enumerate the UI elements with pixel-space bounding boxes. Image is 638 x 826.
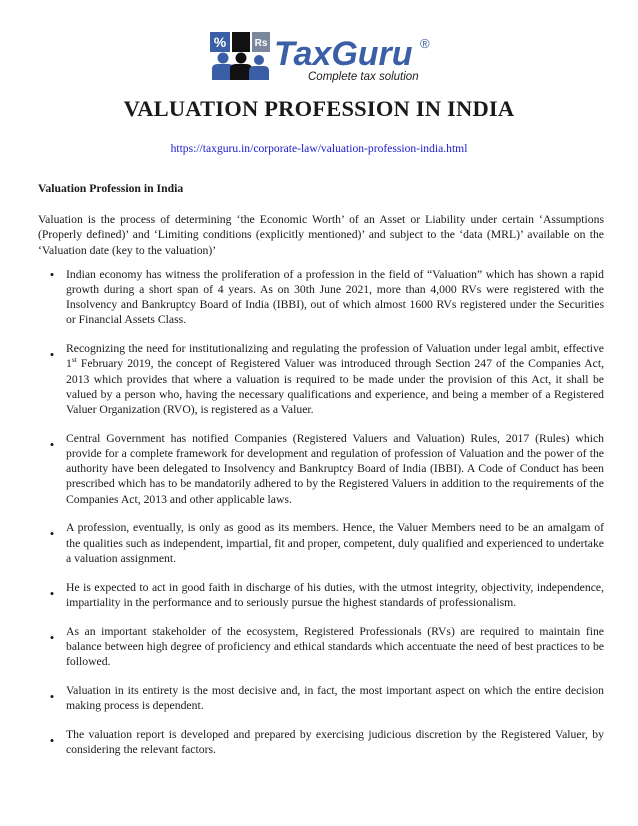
bullet-icon: • <box>49 526 55 542</box>
list-item-text: Central Government has notified Companies (Registered Valuers and Valuation) Rules, 2017 (Rules) which provide for a complete framework for development and regulation of profession of Valuation and the power of the authority have been delegated to Insolvency and Bankruptcy Board of India (IBBI). A Code of Conduct has been prescribed which has to be mandatorily adhered to by the Registered Valuers in addition to the requirements of the Companies Act, 2013 and other applicable laws. <box>66 431 604 506</box>
page-title: VALUATION PROFESSION IN INDIA <box>123 96 515 121</box>
list-item-text-before: Recognizing the need for institutionalizing and regulating the profession of Valuation under legal ambit, effective 1 <box>66 342 604 371</box>
badge-percent: % <box>213 34 227 50</box>
bullet-icon: • <box>49 585 55 601</box>
list-item <box>38 683 604 713</box>
list-item-text: Valuation in its entirety is the most decisive and, in fact, the most important aspect on which the entire decision making process is dependent. <box>66 683 604 713</box>
bullet-icon: • <box>49 266 55 282</box>
list-item-text: Indian economy has witness the proliferation of a profession in the field of “Valuation” which has shown a rapid growth during a short span of 4 years. As on 30th June 2021, more than 4,000 RVs were registered with the Insolvency and Bankruptcy Board of India (IBBI), out of which almost 1600 RVs registered under the Securities or Financial Assets Class. <box>66 267 604 327</box>
list-item-text: A profession, eventually, is only as good as its members. Hence, the Valuer Members need to be an amalgam of the qualities such as independent, impartial, fit and proper, competent, duly qualified and experienced to undertake a valuation assignment. <box>66 521 604 565</box>
list-item-text: He is expected to act in good faith in discharge of his duties, with the utmost integrity, objectivity, independence, impartiality in the performance and to seriously pursue the highest standards of professionalism. <box>66 580 604 609</box>
brand-tagline: Complete tax solution <box>308 71 419 83</box>
article-body <box>38 181 604 771</box>
list-item-text: The valuation report is developed and prepared by exercising judicious discretion by the Registered Valuer, by considering the relevant factors. <box>66 727 604 757</box>
list-item <box>38 580 604 610</box>
percent-rupee-badge-icon <box>210 32 270 52</box>
list-item <box>38 520 604 566</box>
brand-name: TaxGuru <box>274 35 413 73</box>
section-heading: Valuation Profession in India <box>38 182 184 195</box>
taxguru-logo-graphic <box>208 28 440 86</box>
list-item-text-after: February 2019, the concept of Registered Valuer was introduced through Section 247 of the Companies Act, 2013 which provides that where a valuation is required to be made under the provision of this Act, it shall be valued by a person who, having the necessary qualifications and experience, and being a member of a Registered Valuer Organization (RVO), is registered as a Valuer. <box>66 357 604 417</box>
ordinal-superscript: st <box>71 355 77 365</box>
list-item <box>38 624 604 670</box>
list-item <box>38 267 604 328</box>
badge-rupee: Rs <box>254 38 268 49</box>
bullet-icon: • <box>49 732 55 748</box>
taxguru-logo <box>208 28 440 86</box>
list-item <box>38 431 604 507</box>
list-item-text: As an important stakeholder of the ecosystem, Registered Professionals (RVs) are required to maintain fine balance between high degree of proficiency and ethical standards which accentuate the need of best practices to be followed. <box>66 624 604 669</box>
people-icon <box>212 53 269 81</box>
bullet-icon: • <box>49 629 55 645</box>
bullet-icon: • <box>49 688 55 704</box>
list-item-text <box>66 342 604 416</box>
intro-paragraph: Valuation is the process of determining ‘the Economic Worth’ of an Asset or Liability under certain ‘Assumptions (Properly defined)’ and ‘Limiting conditions (explicitly mentioned)’ and subject to the ‘data (MRL)’ available on the ‘Valuation date (key to the valuation)’ <box>38 213 604 257</box>
bullet-list <box>38 267 604 757</box>
article-url-link[interactable]: https://taxguru.in/corporate-law/valuation-profession-india.html <box>170 142 468 155</box>
list-item <box>38 341 604 417</box>
list-item <box>38 727 604 757</box>
bullet-icon: • <box>49 347 55 363</box>
registered-mark: ® <box>420 36 430 51</box>
bullet-icon: • <box>49 436 55 452</box>
